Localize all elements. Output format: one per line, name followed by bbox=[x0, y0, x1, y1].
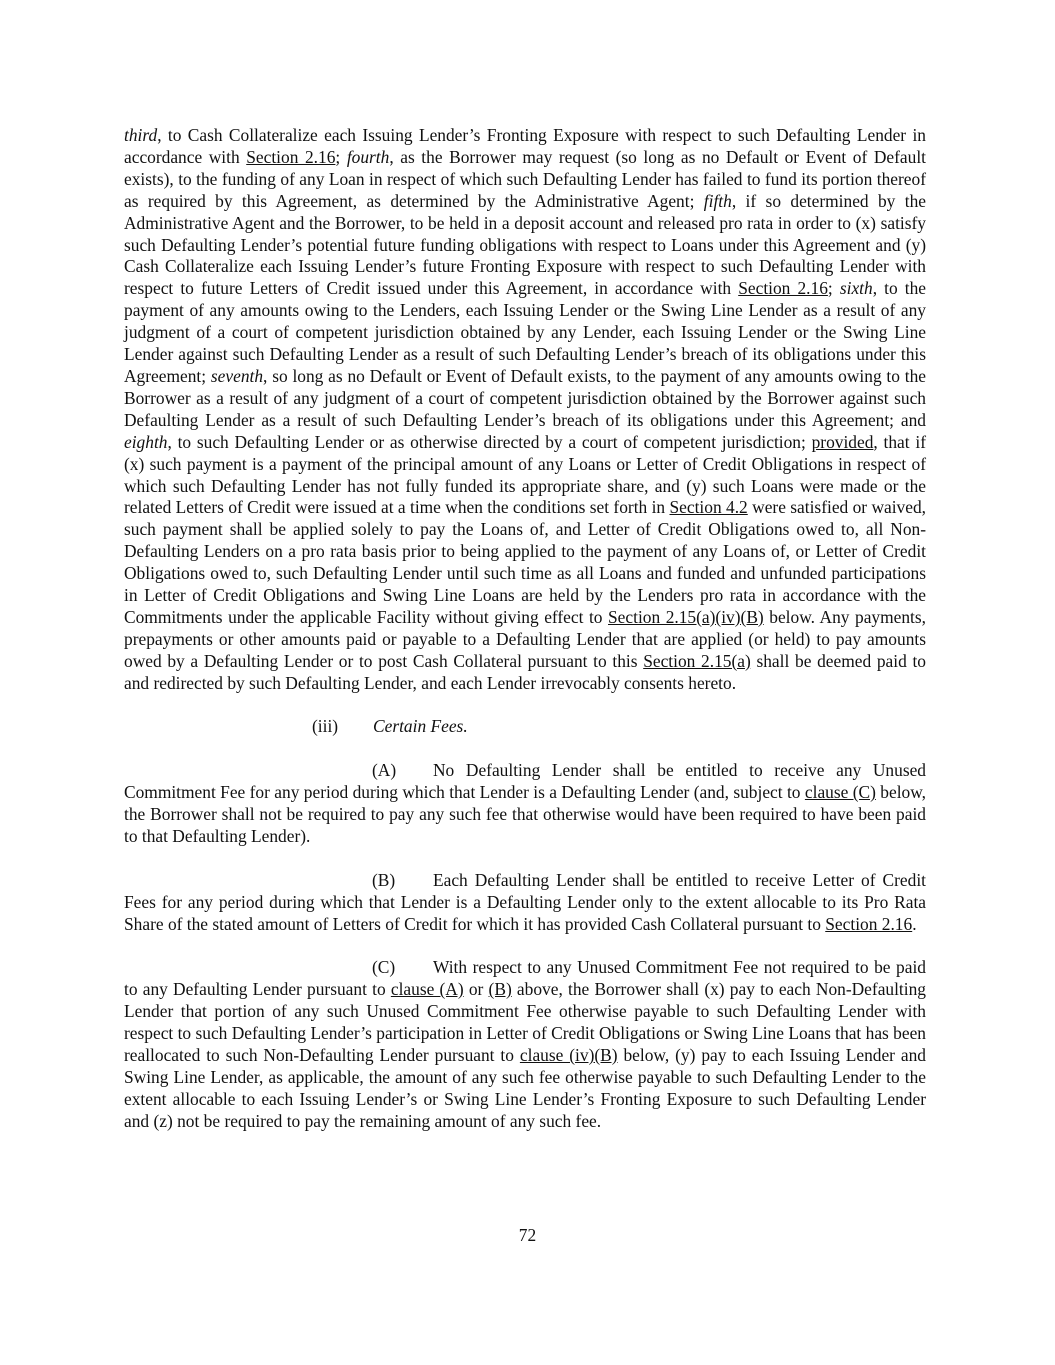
clause-marker: (A) bbox=[372, 760, 397, 781]
text-italic: eighth bbox=[124, 431, 168, 452]
text-run: or bbox=[463, 979, 489, 1000]
text-run: , that if (x) such payment is a payment of the principal amount of any Loans or Letter of Credit Obligations in respect of which such Defaulting Lender has not fully funded its appropriate share, and (y) such Loans were made or the related Letters of Credit were issued at a time when the conditions set forth in bbox=[124, 431, 926, 518]
clause-marker: (C) bbox=[372, 957, 396, 978]
section-reference: Section 4.2 bbox=[669, 497, 748, 518]
text-run: , as the Borrower may request (so long as no Default or Event of Default exists), to the funding of any Loan in respect of which such Defaulting Lender has failed to fund its portion thereof as required by this Agreement, as determined by the Administrative Agent; bbox=[124, 146, 926, 211]
clause-c-paragraph bbox=[124, 957, 926, 1132]
text-run: , so long as no Default or Event of Default exists, to the payment of any amounts owing to the Borrower as a result of any judgment of a court of competent jurisdiction obtained by the Borrower against such Defaulting Lender as a result of such Defaulting Lender’s breach of its obligations under this Agreement; and bbox=[124, 365, 927, 430]
text-run: With respect to any Unused Commitment Fee not required to be paid to any Defaulting Lender pursuant to bbox=[124, 957, 926, 1000]
text-run: , if so determined by the Administrative Agent and the Borrower, to be held in a deposit account and released pro rata in order to (x) satisfy such Defaulting Lender’s potential future funding obligations with respect to Loans under this Agreement and (y) Cash Collateralize each Issuing Lender’s future Fronting Exposure with respect to such Defaulting Lender with respect to future Letters of Credit issued under this Agreement, in accordance with bbox=[124, 190, 926, 299]
waterfall-paragraph bbox=[124, 125, 926, 695]
text-run: below, the Borrower shall not be required to pay any such fee that otherwise would have been required to have been paid to that Defaulting Lender). bbox=[124, 782, 926, 846]
subsection-title: Certain Fees. bbox=[373, 716, 468, 737]
defined-term-provided: provided bbox=[811, 431, 874, 452]
text-run: , to the payment of any amounts owing to the Lenders, each Issuing Lender or the Swing Line Lender as a result of any judgment of a court of competent jurisdiction obtained by any Lender, each Issuing Lender or the Swing Line Lender against such Defaulting Lender as a result of such Defaulting Lender’s breach of its obligations under this Agreement; bbox=[124, 278, 927, 386]
subsection-heading-iii bbox=[124, 716, 926, 738]
clause-reference: (B) bbox=[488, 979, 512, 1000]
clause-reference: clause (C) bbox=[804, 782, 876, 803]
text-run: were satisfied or waived, such payment shall be applied solely to pay the Loans of, and Letter of Credit Obligations owed to, all Non-Defaulting Lenders on a pro rata basis prior to being applied to the payment of any Loans of, or Letter of Credit Obligations owed to, such Defaulting Lender until such time as all Loans and funded and unfunded participations in Letter of Credit Obligations and Swing Line Loans are held by the Lenders pro rata in accordance with the Commitments under the applicable Facility without giving effect to bbox=[124, 497, 927, 627]
section-reference: Section 2.15(a) bbox=[643, 650, 751, 671]
section-reference: Section 2.15(a)(iv)(B) bbox=[608, 606, 764, 627]
page-number: 72 bbox=[518, 1225, 537, 1245]
text-italic: fifth bbox=[703, 190, 732, 211]
text-run: below. Any payments, prepayments or other amounts paid or payable to a Defaulting Lender that are applied (or held) to pay amounts owed by a Defaulting Lender or to post Cash Collateral pursuant to this bbox=[124, 606, 926, 671]
section-reference: Section 2.16 bbox=[246, 146, 336, 167]
text-run: ; bbox=[827, 278, 840, 299]
text-italic: third bbox=[124, 125, 158, 145]
text-italic: sixth bbox=[839, 278, 873, 299]
clause-reference: clause (A) bbox=[390, 979, 464, 1000]
text-run: , to such Defaulting Lender or as otherwise directed by a court of competent jurisdiction; bbox=[167, 431, 812, 452]
subsection-number: (iii) bbox=[312, 716, 339, 737]
text-run: No Defaulting Lender shall be entitled to receive any Unused Commitment Fee for any period during which that Lender is a Defaulting Lender (and, subject to bbox=[124, 760, 926, 803]
text-run: ; bbox=[335, 146, 347, 167]
text-run: above, the Borrower shall (x) pay to each Non-Defaulting Lender that portion of any such Unused Commitment Fee otherwise payable to such Defaulting Lender with respect to such Defaulting Lender’s participation in Letter of Credit Obligations or Swing Line Loans that has been reallocated to such Non-Defaulting Lender pursuant to bbox=[124, 979, 926, 1065]
clause-marker: (B) bbox=[372, 869, 396, 890]
text-run: . bbox=[912, 913, 917, 934]
clause-reference: clause (iv)(B) bbox=[519, 1045, 618, 1065]
text-italic: fourth bbox=[346, 146, 390, 167]
document-body bbox=[124, 125, 926, 1133]
section-reference: Section 2.16 bbox=[738, 278, 828, 299]
clause-a-paragraph bbox=[124, 760, 926, 848]
clause-b-paragraph bbox=[124, 870, 926, 936]
text-run: Each Defaulting Lender shall be entitled to receive Letter of Credit Fees for any period during which that Lender is a Defaulting Lender only to the extent allocable to its Pro Rata Share of the stated amount of Letters of Credit for which it has provided Cash Collateral pursuant to bbox=[124, 869, 926, 934]
text-run: , to Cash Collateralize each Issuing Lender’s Fronting Exposure with respect to such Defaulting Lender in accordance with bbox=[124, 125, 926, 167]
text-italic: seventh bbox=[210, 365, 264, 386]
section-reference: Section 2.16 bbox=[825, 913, 913, 934]
text-run: shall be deemed paid to and redirected by such Defaulting Lender, and each Lender irrevocably consents hereto. bbox=[124, 650, 927, 693]
text-run: below, (y) pay to each Issuing Lender and Swing Line Lender, as applicable, the amount of any such fee otherwise payable to such Defaulting Lender to the extent allocable to each Issuing Lender’s or Swing Line Lender’s Fronting Exposure to such Defaulting Lender and (z) not be required to pay the remaining amount of any such fee. bbox=[124, 1045, 926, 1131]
